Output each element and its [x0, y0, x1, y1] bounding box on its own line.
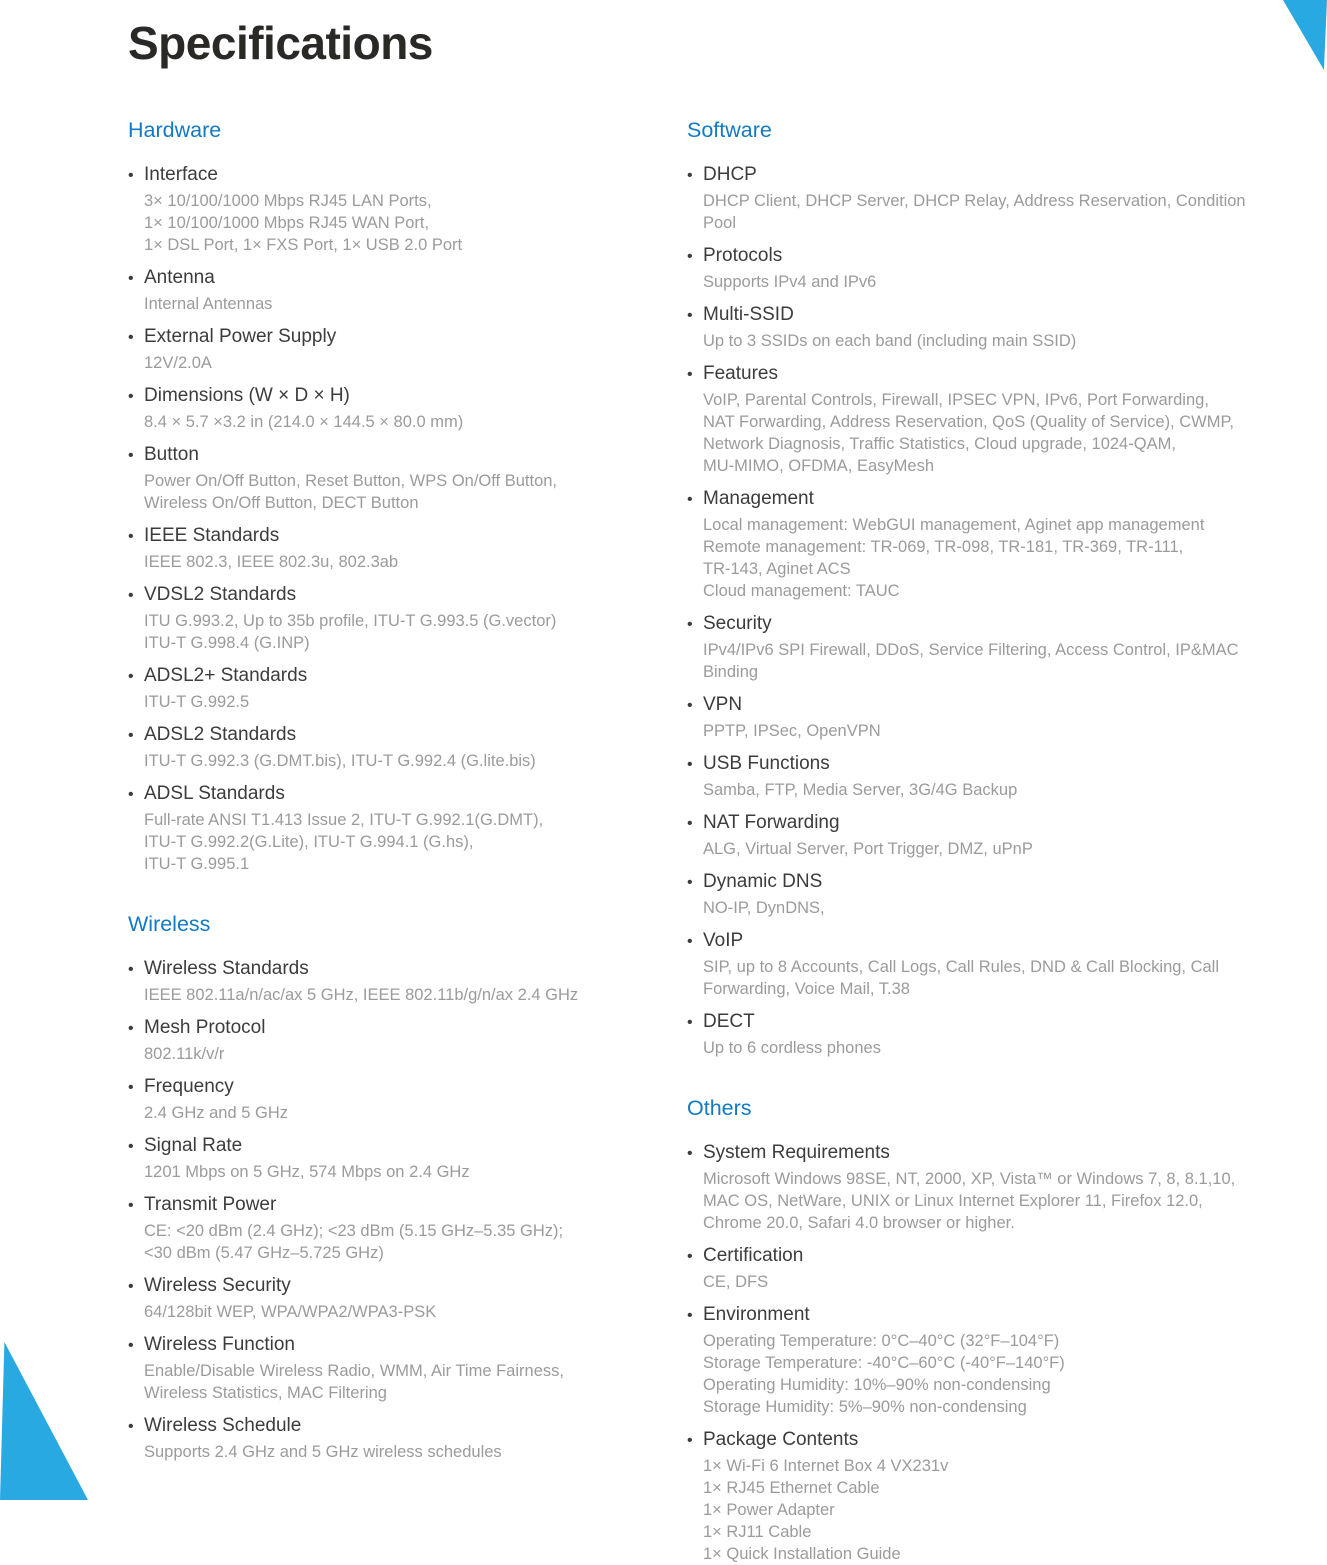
spec-value-line: SIP, up to 8 Accounts, Call Logs, Call Rules, DND & Call Blocking, Call: [703, 958, 1220, 976]
spec-value-line: IEEE 802.3, IEEE 802.3u, 802.3ab: [144, 553, 399, 571]
spec-item-title: [687, 751, 1299, 777]
spec-value-line: Operating Temperature: 0°C–40°C (32°F–104°F): [703, 1332, 1060, 1350]
column-left: [128, 117, 687, 1565]
spec-item-title-text: Frequency: [144, 1076, 234, 1097]
spec-item-value: [144, 691, 687, 713]
spec-item-title-text: Dynamic DNS: [703, 871, 823, 892]
bullet-icon: •: [687, 307, 693, 324]
spec-value-line: Full-rate ANSI T1.413 Issue 2, ITU-T G.992.1(G.DMT),: [144, 811, 544, 829]
spec-item-title: [128, 663, 687, 689]
spec-item: [687, 1140, 1299, 1234]
spec-value-line: 3× 10/100/1000 Mbps RJ45 LAN Ports,: [144, 192, 432, 210]
spec-item-title-text: NAT Forwarding: [703, 812, 840, 833]
spec-value-line: NAT Forwarding, Address Reservation, QoS (Quality of Service), CWMP,: [703, 413, 1234, 431]
spec-item: [128, 722, 687, 772]
bullet-icon: •: [128, 1278, 134, 1295]
bullet-icon: •: [687, 815, 693, 832]
spec-item: [687, 1243, 1299, 1293]
section-software: [687, 117, 1299, 1059]
section-wireless: [128, 911, 687, 1463]
bullet-icon: •: [128, 270, 134, 287]
spec-value-line: Supports 2.4 GHz and 5 GHz wireless schedules: [144, 1443, 502, 1461]
spec-value-line: CE: <20 dBm (2.4 GHz); <23 dBm (5.15 GHz–5.35 GHz);: [144, 1222, 564, 1240]
spec-item-title-text: ADSL2 Standards: [144, 724, 297, 745]
spec-value-line: 1× DSL Port, 1× FXS Port, 1× USB 2.0 Port: [144, 236, 463, 254]
spec-item-value: [144, 551, 687, 573]
bullet-icon: •: [128, 1079, 134, 1096]
spec-item: [687, 810, 1299, 860]
spec-item: [128, 265, 687, 315]
spec-value-line: 802.11k/v/r: [144, 1045, 225, 1063]
spec-item-value: [144, 1102, 687, 1124]
bullet-icon: •: [687, 1145, 693, 1162]
spec-item-title: [687, 1427, 1299, 1453]
bullet-icon: •: [128, 587, 134, 604]
spec-item-title: [128, 324, 687, 350]
bullet-icon: •: [128, 727, 134, 744]
section-heading: Others: [687, 1096, 752, 1120]
columns: [128, 117, 1327, 1565]
spec-item-value: [703, 1168, 1299, 1234]
spec-value-line: 1× Wi-Fi 6 Internet Box 4 VX231v: [703, 1457, 949, 1475]
spec-item-title-text: External Power Supply: [144, 326, 337, 347]
spec-item-value: [144, 610, 687, 654]
column-right: [687, 117, 1299, 1565]
spec-item: [128, 1413, 687, 1463]
spec-item-title-text: Transmit Power: [144, 1194, 277, 1215]
bullet-icon: •: [687, 874, 693, 891]
spec-item-title: [687, 1243, 1299, 1269]
spec-item: [687, 302, 1299, 352]
spec-item-title-text: Wireless Function: [144, 1334, 295, 1355]
bullet-icon: •: [687, 1307, 693, 1324]
spec-item-title-text: Package Contents: [703, 1429, 859, 1450]
spec-item-title: [128, 1192, 687, 1218]
bullet-icon: •: [687, 756, 693, 773]
spec-item-title-text: Management: [703, 488, 814, 509]
spec-item: [687, 361, 1299, 477]
spec-item-title: [687, 1302, 1299, 1328]
spec-value-line: Up to 3 SSIDs on each band (including main SSID): [703, 332, 1077, 350]
spec-value-line: Microsoft Windows 98SE, NT, 2000, XP, Vista™ or Windows 7, 8, 8.1,10,: [703, 1170, 1236, 1188]
spec-item-value: [144, 1043, 687, 1065]
spec-value-line: TR-143, Aginet ACS: [703, 560, 851, 578]
spec-value-line: Supports IPv4 and IPv6: [703, 273, 877, 291]
spec-value-line: Internal Antennas: [144, 295, 273, 313]
spec-item: [128, 324, 687, 374]
spec-item-value: [144, 470, 687, 514]
spec-item-title-text: VoIP: [703, 930, 744, 951]
spec-item-title: [128, 1133, 687, 1159]
spec-item-title-text: Mesh Protocol: [144, 1017, 266, 1038]
spec-item-value: [144, 411, 687, 433]
spec-item: [687, 611, 1299, 683]
spec-value-line: 8.4 × 5.7 ×3.2 in (214.0 × 144.5 × 80.0 mm): [144, 413, 464, 431]
spec-value-line: Network Diagnosis, Traffic Statistics, Cloud upgrade, 1024-QAM,: [703, 435, 1176, 453]
spec-item-value: [144, 1161, 687, 1183]
spec-value-line: Pool: [703, 214, 737, 232]
spec-item-value: [703, 1037, 1299, 1059]
spec-item-value: [703, 956, 1299, 1000]
spec-item-title: [128, 1413, 687, 1439]
spec-item-title-text: Wireless Security: [144, 1275, 291, 1296]
spec-item-title: [128, 956, 687, 982]
spec-value-line: 1× RJ45 Ethernet Cable: [703, 1479, 880, 1497]
spec-item: [687, 486, 1299, 602]
spec-item: [128, 582, 687, 654]
spec-item: [128, 1273, 687, 1323]
spec-value-line: Cloud management: TAUC: [703, 582, 900, 600]
spec-value-line: IEEE 802.11a/n/ac/ax 5 GHz, IEEE 802.11b/g/n/ax 2.4 GHz: [144, 986, 579, 1004]
spec-item-value: [144, 352, 687, 374]
spec-item-title: [687, 692, 1299, 718]
spec-value-line: Wireless Statistics, MAC Filtering: [144, 1384, 387, 1402]
spec-value-line: VoIP, Parental Controls, Firewall, IPSEC VPN, IPv6, Port Forwarding,: [703, 391, 1209, 409]
bullet-icon: •: [128, 786, 134, 803]
bullet-icon: •: [687, 1014, 693, 1031]
spec-item: [128, 1015, 687, 1065]
spec-item-title: [687, 361, 1299, 387]
bullet-icon: •: [128, 167, 134, 184]
spec-value-line: ITU-T G.995.1: [144, 855, 250, 873]
spec-value-line: 1× RJ11 Cable: [703, 1523, 812, 1541]
bullet-icon: •: [128, 961, 134, 978]
bullet-icon: •: [128, 528, 134, 545]
spec-item-title-text: Environment: [703, 1304, 810, 1325]
bullet-icon: •: [687, 1432, 693, 1449]
spec-item-value: [703, 720, 1299, 742]
spec-value-line: Binding: [703, 663, 759, 681]
spec-item: [687, 1009, 1299, 1059]
spec-value-line: 1× 10/100/1000 Mbps RJ45 WAN Port,: [144, 214, 430, 232]
spec-value-line: Enable/Disable Wireless Radio, WMM, Air Time Fairness,: [144, 1362, 564, 1380]
spec-item-title: [687, 1140, 1299, 1166]
spec-value-line: Wireless On/Off Button, DECT Button: [144, 494, 419, 512]
bullet-icon: •: [128, 1337, 134, 1354]
spec-item-title-text: System Requirements: [703, 1142, 890, 1163]
spec-value-line: Samba, FTP, Media Server, 3G/4G Backup: [703, 781, 1018, 799]
spec-item: [128, 781, 687, 875]
spec-item-value: [144, 809, 687, 875]
bullet-icon: •: [128, 447, 134, 464]
spec-item-value: [703, 1330, 1299, 1418]
section-heading: Software: [687, 118, 772, 142]
bullet-icon: •: [687, 1248, 693, 1265]
spec-item: [687, 1302, 1299, 1418]
bullet-icon: •: [128, 1020, 134, 1037]
spec-item-value: [144, 1301, 687, 1323]
spec-item-value: [144, 1441, 687, 1463]
spec-item-title: [128, 442, 687, 468]
spec-value-line: MU-MIMO, OFDMA, EasyMesh: [703, 457, 935, 475]
spec-value-line: Up to 6 cordless phones: [703, 1039, 881, 1057]
spec-item-title: [128, 781, 687, 807]
spec-value-line: Forwarding, Voice Mail, T.38: [703, 980, 910, 998]
spec-item-title: [687, 611, 1299, 637]
spec-item-title: [687, 810, 1299, 836]
spec-item-value: [703, 389, 1299, 477]
spec-value-line: Operating Humidity: 10%–90% non-condensing: [703, 1376, 1051, 1394]
spec-item-title-text: Security: [703, 613, 772, 634]
spec-item-title-text: Button: [144, 444, 199, 465]
spec-value-line: Chrome 20.0, Safari 4.0 browser or higher.: [703, 1214, 1015, 1232]
spec-item-value: [144, 1220, 687, 1264]
spec-item-title: [687, 928, 1299, 954]
spec-item-value: [703, 838, 1299, 860]
spec-item: [687, 692, 1299, 742]
spec-item: [128, 1332, 687, 1404]
section-heading: Wireless: [128, 912, 211, 936]
bullet-icon: •: [687, 366, 693, 383]
spec-item-title-text: ADSL2+ Standards: [144, 665, 308, 686]
spec-item-title: [687, 162, 1299, 188]
bullet-icon: •: [128, 1197, 134, 1214]
spec-item: [687, 1427, 1299, 1565]
spec-item-title: [128, 265, 687, 291]
spec-value-line: IPv4/IPv6 SPI Firewall, DDoS, Service Filtering, Access Control, IP&MAC: [703, 641, 1239, 659]
spec-item: [128, 383, 687, 433]
spec-item-title-text: IEEE Standards: [144, 525, 280, 546]
spec-value-line: Storage Temperature: -40°C–60°C (-40°F–140°F): [703, 1354, 1065, 1372]
spec-item-title-text: Signal Rate: [144, 1135, 243, 1156]
spec-item-value: [703, 271, 1299, 293]
bullet-icon: •: [687, 167, 693, 184]
spec-item-title: [128, 1332, 687, 1358]
spec-item-value: [703, 779, 1299, 801]
spec-item: [128, 663, 687, 713]
spec-item: [128, 956, 687, 1006]
spec-item-title-text: DECT: [703, 1011, 755, 1032]
spec-item: [128, 523, 687, 573]
spec-item-title: [687, 243, 1299, 269]
spec-item-value: [144, 750, 687, 772]
bullet-icon: •: [128, 1138, 134, 1155]
spec-item-value: [703, 897, 1299, 919]
bullet-icon: •: [687, 933, 693, 950]
spec-value-line: NO-IP, DynDNS,: [703, 899, 825, 917]
spec-item-title: [128, 722, 687, 748]
spec-item: [128, 162, 687, 256]
spec-value-line: Remote management: TR-069, TR-098, TR-181, TR-369, TR-111,: [703, 538, 1184, 556]
spec-value-line: 2.4 GHz and 5 GHz: [144, 1104, 288, 1122]
bullet-icon: •: [128, 1418, 134, 1435]
section-others: [687, 1095, 1299, 1565]
spec-item-title-text: Wireless Standards: [144, 958, 309, 979]
spec-value-line: 1201 Mbps on 5 GHz, 574 Mbps on 2.4 GHz: [144, 1163, 470, 1181]
spec-item: [687, 928, 1299, 1000]
bullet-icon: •: [687, 616, 693, 633]
spec-item-title-text: Dimensions (W × D × H): [144, 385, 350, 406]
spec-item-title-text: Interface: [144, 164, 218, 185]
spec-item-value: [703, 330, 1299, 352]
spec-value-line: 12V/2.0A: [144, 354, 212, 372]
spec-item-title: [128, 1273, 687, 1299]
spec-item-title: [687, 1009, 1299, 1035]
bullet-icon: •: [128, 329, 134, 346]
spec-item-value: [703, 1271, 1299, 1293]
spec-item-title-text: Multi-SSID: [703, 304, 794, 325]
page-title: Specifications: [128, 17, 433, 69]
spec-item: [128, 1192, 687, 1264]
spec-item: [687, 869, 1299, 919]
spec-item-title-text: Wireless Schedule: [144, 1415, 302, 1436]
spec-item-title: [128, 383, 687, 409]
spec-value-line: Storage Humidity: 5%–90% non-condensing: [703, 1398, 1027, 1416]
spec-value-line: 1× Power Adapter: [703, 1501, 835, 1519]
spec-item: [128, 1074, 687, 1124]
spec-item-title: [128, 162, 687, 188]
spec-item-title: [687, 869, 1299, 895]
spec-value-line: PPTP, IPSec, OpenVPN: [703, 722, 881, 740]
section-heading: Hardware: [128, 118, 222, 142]
spec-item-title: [128, 1074, 687, 1100]
section-hardware: [128, 117, 687, 875]
spec-item-value: [144, 984, 687, 1006]
spec-item-title: [128, 1015, 687, 1041]
spec-item-value: [144, 293, 687, 315]
spec-item-title-text: DHCP: [703, 164, 757, 185]
spec-value-line: DHCP Client, DHCP Server, DHCP Relay, Address Reservation, Condition: [703, 192, 1246, 210]
spec-item-value: [703, 1455, 1299, 1565]
bullet-icon: •: [687, 491, 693, 508]
spec-item: [687, 751, 1299, 801]
spec-value-line: MAC OS, NetWare, UNIX or Linux Internet Explorer 11, Firefox 12.0,: [703, 1192, 1203, 1210]
bullet-icon: •: [128, 388, 134, 405]
spec-item-title: [687, 486, 1299, 512]
spec-item: [687, 243, 1299, 293]
bullet-icon: •: [128, 668, 134, 685]
spec-item-value: [703, 190, 1299, 234]
spec-value-line: <30 dBm (5.47 GHz–5.725 GHz): [144, 1244, 384, 1262]
spec-item-value: [144, 190, 687, 256]
spec-value-line: ITU-T G.992.2(G.Lite), ITU-T G.994.1 (G.hs),: [144, 833, 474, 851]
spec-item-title: [687, 302, 1299, 328]
spec-item: [128, 442, 687, 514]
spec-item-title-text: Antenna: [144, 267, 215, 288]
spec-item-title-text: Certification: [703, 1245, 804, 1266]
spec-value-line: CE, DFS: [703, 1273, 769, 1291]
spec-value-line: 64/128bit WEP, WPA/WPA2/WPA3-PSK: [144, 1303, 437, 1321]
spec-value-line: ITU-T G.998.4 (G.INP): [144, 634, 310, 652]
spec-item-title-text: Protocols: [703, 245, 783, 266]
spec-value-line: ITU-T G.992.5: [144, 693, 250, 711]
spec-item-title-text: VDSL2 Standards: [144, 584, 297, 605]
spec-value-line: ALG, Virtual Server, Port Trigger, DMZ, uPnP: [703, 840, 1033, 858]
spec-item-title-text: ADSL Standards: [144, 783, 285, 804]
spec-item-value: [703, 639, 1299, 683]
spec-item-value: [144, 1360, 687, 1404]
spec-value-line: Local management: WebGUI management, Aginet app management: [703, 516, 1205, 534]
bullet-icon: •: [687, 697, 693, 714]
spec-item: [128, 1133, 687, 1183]
spec-value-line: 1× Quick Installation Guide: [703, 1545, 901, 1563]
spec-item-title-text: Features: [703, 363, 778, 384]
spec-item-title: [128, 523, 687, 549]
spec-item-title-text: VPN: [703, 694, 743, 715]
spec-value-line: ITU G.993.2, Up to 35b profile, ITU-T G.993.5 (G.vector): [144, 612, 557, 630]
spec-item-value: [703, 514, 1299, 602]
spec-item: [687, 162, 1299, 234]
spec-item-title: [128, 582, 687, 608]
spec-item-title-text: USB Functions: [703, 753, 830, 774]
spec-value-line: ITU-T G.992.3 (G.DMT.bis), ITU-T G.992.4 (G.lite.bis): [144, 752, 536, 770]
spec-value-line: Power On/Off Button, Reset Button, WPS On/Off Button,: [144, 472, 558, 490]
bullet-icon: •: [687, 248, 693, 265]
